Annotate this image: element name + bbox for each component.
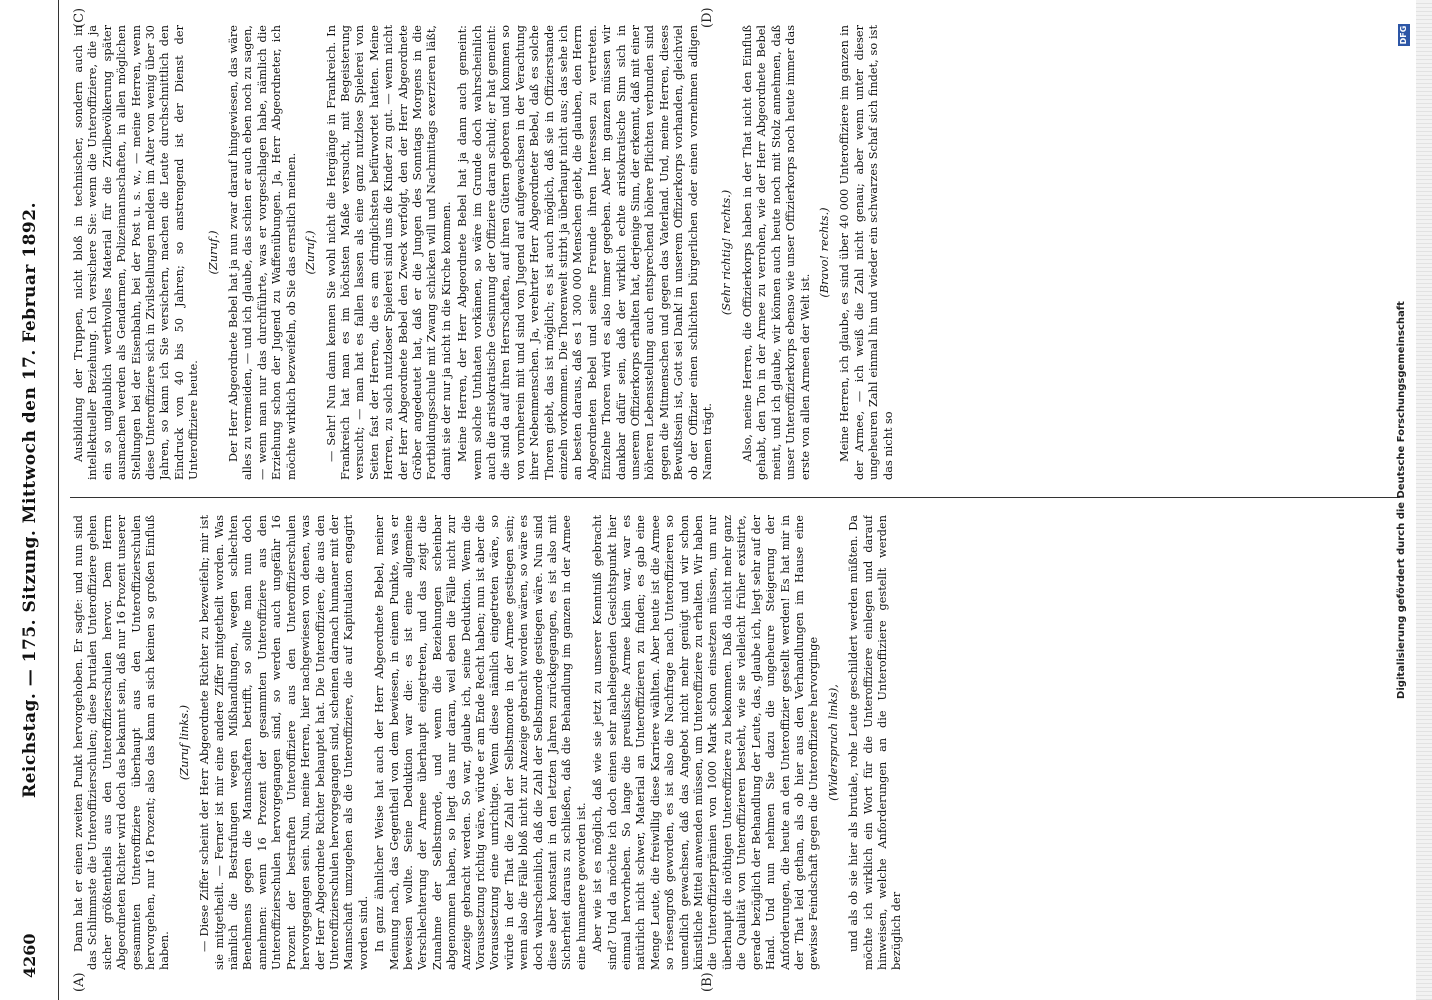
page-number: 4260 bbox=[20, 933, 39, 978]
right-paragraph: Meine Herren, der Herr Abgeordnete Bebel hat ja dann auch gemeint: wenn solche Unthaten vorkämen, so wäre im Grunde doch wahrscheinlich auch die aristokratische Gesinnung der Offiziere daran schuld; er hat gemeint: die sind da auf ihren Herrschaften, auf ihren Gütern geboren und kommen so von vornherein mit und sind von Jugend auf aufgewachsen in der Verachtung ihrer Nebenmenschen. Ja, verehrter Herr Abgeordneter Bebel, daß es solche Thoren giebt, das ist möglich; es ist auch möglich, daß sie in Offizierstande einzeln vorkommen. Die Thorenwelt stirbt ja überhaupt nicht aus; das sehe ich an besten daraus, daß es 1 300 000 Menschen giebt, die glauben, den Herrn Abgeordneten Bebel und seine Freunde ihren Interessen zu vertreten. Einzelne Thoren wird es also immer gegeben. Aber im ganzen müssen wir dankbar dafür sein, daß der wirklich echte aristokratische Sinn sich in unserem Offizierkorps erhalten hat, derjenige Sinn, der erkennt, daß mit einer höheren Lebensstellung auch entsprechend höhere Pflichten verbunden sind gegen die Mitmenschen und gegen das Vaterland. Und, meine Herren, dieses Bewußtsein ist, Gott sei Dank! in unserem Offizierkorps vorhanden, gleichviel ob der Offizier einen schlichten bürgerlichen oder einen vornehmen adligen Namen trägt. bbox=[456, 25, 715, 480]
left-interjection: (Zuruf links.) bbox=[177, 704, 191, 781]
dfg-logo: DFG bbox=[1399, 25, 1408, 45]
right-interjection: (Zuruf.) bbox=[304, 230, 318, 275]
digitization-note: Digitalisierung gefördert durch die Deutsche Forschungsgemeinschaft bbox=[1396, 301, 1407, 699]
right-paragraph: Ausbildung der Truppen, nicht bloß in technischer, sondern auch in intellektueller Beziehung. Ich versichere Sie: wenn die Unteroffiziere, die ja ein so unglaublich werthvolles Material für die Zivilbevölkerung später ausmachen werden als Gendarmen, Polizeimannschaften, in allen möglichen Stellungen bei der Eisenbahn, bei der Post u. s. w., — meine Herren, wenn diese Unteroffiziere sich in Zivilstellungen melden im Alter von wenig über 30 Jahren, so kann ich Sie versichern, machen die Leute durchschnittlich den Eindruck von 40 bis 50 Jahren; so anstrengend ist der Dienst der Unteroffiziere heute. bbox=[72, 25, 201, 480]
right-paragraph: Der Herr Abgeordnete Bebel hat ja nun zwar darauf hingewiesen, das wäre alles zu vermeiden, — und ich glaube, das schien er auch eben noch zu sagen, — wenn man nur das durchführte, was er vorgeschlagen habe, nämlich die Erziehung schon der Jugend zu Waffenübungen. Ja, Herr Abgeordneter, ich möchte wirklich bezweifeln, ob Sie das ernstlich meinen. bbox=[227, 25, 298, 480]
marker-b: (B) bbox=[700, 972, 715, 992]
left-paragraph: In ganz ähnlicher Weise hat auch der Herr Abgeordnete Bebel, meiner Meinung nach, das Gegentheil von dem bewiesen, in einem Punkte, was er beweisen wollte. Seine Deduktion war die: es ist eine allgemeine Verschlechterung der Armee überhaupt eingetreten, und das zeigt die Zunahme der Selbstmorde, und wenn die Beziehungen scheinbar abgenommen haben, so liegt das nur daran, weil eben die Fälle nicht zur Anzeige gebracht werden. So war, glaube ich, seine Deduktion. Wenn die Voraussetzung richtig wäre, würde er am Ende Recht haben; nun ist aber die Voraussetzung eine unrichtige. Wenn diese nämlich eingetreten wäre, so würde in der That die Zahl der Selbstmorde in der Armee gestiegen sein; wenn also die Fälle bloß nicht zur Anzeige gebracht worden wären, so wäre es doch wahrscheinlich, daß die Zahl der Selbstmorde gestiegen wäre. Nun sind diese aber konstant in den letzten Jahren zurückgegangen, es ist also mit Sicherheit daraus zu schließen, daß die Behandlung im ganzen in der Armee eine humanere geworden ist. bbox=[373, 515, 588, 970]
scan-edge bbox=[1416, 0, 1432, 1000]
right-paragraph: — Sehr! Nun dann kennen Sie wohl nicht die Hergänge in Frankreich. In Frankreich hat man es im höchsten Maße versucht, mit Begeisterung versucht; — man hat es fallen lassen als eine ganz nutzlose Spielerei von Seiten fast der Herren, die es am dringlichsten befürwortet hatten. Meine Herren, zu solch nutzloser Spielerei sind uns die Kinder zu gut. — wenn nicht der Herr Abgeordnete Bebel den Zweck verfolgt, den der Herr Abgeordnete Gröber angedeutet hat, daß er die Jungen des Sonntags Morgens in die Fortbildungsschule mit Zwang schicken will und Nachmittags exerzieren läßt, damit sie der nur ja nicht in die Kirche kommen. bbox=[324, 25, 453, 480]
left-paragraph: und als ob sie hier als brutale, rohe Leute geschildert werden müßten. Da möchte ich wirklich ein Wort für die Unteroffiziere einlegen und darauf hinweisen, welche Anforderungen an die Unteroffiziere gestellt werden bezüglich der bbox=[847, 515, 904, 970]
marker-c: (C) bbox=[72, 7, 87, 28]
running-header bbox=[0, 0, 59, 1000]
left-interjection: (Widerspruch links), bbox=[826, 684, 840, 801]
header-title: Reichstag. — 175. Sitzung. Mittwoch den 17. Februar 1892. bbox=[20, 201, 40, 799]
right-paragraph: Meine Herren, ich glaube, es sind über 40 000 Unteroffiziere im ganzen in der Armee, — ich weiß die Zahl nicht genau; aber wenn unter dieser ungeheuren Zahl einmal hin und wieder ein schwarzes Schaf sich findet, so ist das nicht so bbox=[838, 25, 895, 480]
right-column bbox=[72, 25, 1397, 480]
left-paragraph: — Diese Ziffer scheint der Herr Abgeordnete Richter zu bezweifeln; mir ist sie mitgetheilt. — Ferner ist mir eine andere Ziffer mitgetheilt worden. Was nämlich die Bestrafungen wegen Mißhandlungen, wegen schlechten Benehmens gegen die Mannschaften betrifft, so sollte man nun doch annehmen: wenn 16 Prozent der gesammten Unteroffiziere aus den Unteroffizierschulen hervorgegangen sind, so werden auch ungefähr 16 Prozent der bestraften Unteroffiziere aus den Unteroffizierschulen hervorgegangen sein. Nun, meine Herren, hier nachgewiesen von denen, was der Herr Abgeordnete Richter behauptet hat. Die Unteroffiziere, die aus den Unteroffizierschulen hervorgegangen sind, scheinen darnach humaner mit der Mannschaft umzugehen als die Unteroffiziere, die auf Kapitulation engagirt worden sind. bbox=[198, 515, 370, 970]
column-divider bbox=[70, 497, 1400, 498]
right-interjection: (Bravo! rechts.) bbox=[817, 207, 831, 298]
left-paragraph: Aber wie ist es möglich, daß wie sie jetzt zu unserer Kenntniß gebracht sind? Und da möchte ich doch einen sehr naheliegenden Gesichtspunkt hier einmal hervorheben. So lange die preußische Armee klein war, war es natürlich nicht schwer, Material an Unteroffizieren zu finden; es gab eine Menge Leute, die freiwillig diese Karriere wählten. Aber heute ist die Armee so riesengroß geworden, es ist also die Nachfrage nach Unteroffizieren so unendlich gewachsen, daß das Angebot nicht mehr genügt und wir schon künstliche Mittel anwenden müssen, um Unteroffiziere zu erhalten. Wir haben die Unteroffizierprämien von 1000 Mark schon einsetzen müssen, um nur überhaupt die nöthigen Unteroffiziere zu bekommen. Daß da nicht mehr ganz die Qualität von Unteroffizieren besteht, wie sie vielleicht früher existirte, gerade bezüglich der Behandlung der Leute, das, glaube ich, liegt sehr auf der Hand. Und nun nehmen Sie dazu die ungeheure Steigerung der Anforderungen, die heute an den Unteroffizier gestellt werden! Es hat mir in der That leid gethan, als ob hier aus den Verhandlungen im Hause eine gewisse Feindschaft gegen die Unteroffiziere hervorginge bbox=[591, 515, 821, 970]
marker-a: (A) bbox=[72, 972, 87, 992]
marker-d: (D) bbox=[700, 7, 715, 28]
left-paragraph: Dann hat er einen zweiten Punkt hervorgehoben. Er sagte: und nun sind das Schlimmste die Unteroffizierschulen; diese brutalen Unteroffiziere gehen sicher größtentheils aus den Unteroffizierschulen hervor. Dem Herrn Abgeordneten Richter wird doch das bekannt sein, daß nur 16 Prozent unserer gesammten Unteroffiziere überhaupt aus den Unteroffizierschulen hervorgehen, nur 16 Prozent; also das kann an sich keinen so großen Einfluß haben. bbox=[72, 515, 172, 970]
right-interjection: (Sehr richtig! rechts.) bbox=[720, 189, 734, 316]
right-interjection: (Zuruf.) bbox=[206, 230, 220, 275]
left-column bbox=[72, 515, 1397, 970]
right-paragraph: Also, meine Herren, die Offizierkorps haben in der That nicht den Einfluß gehabt, den Ton in der Armee zu verrohen, wie der Herr Abgeordnete Bebel meint, und ich glaube, wir können auch heute noch mit Stolz annehmen, daß unser Unteroffizierkorps ebenso wie unser Offizierkorps noch heute immer das erste von allen Armeen der Welt ist. bbox=[740, 25, 812, 480]
